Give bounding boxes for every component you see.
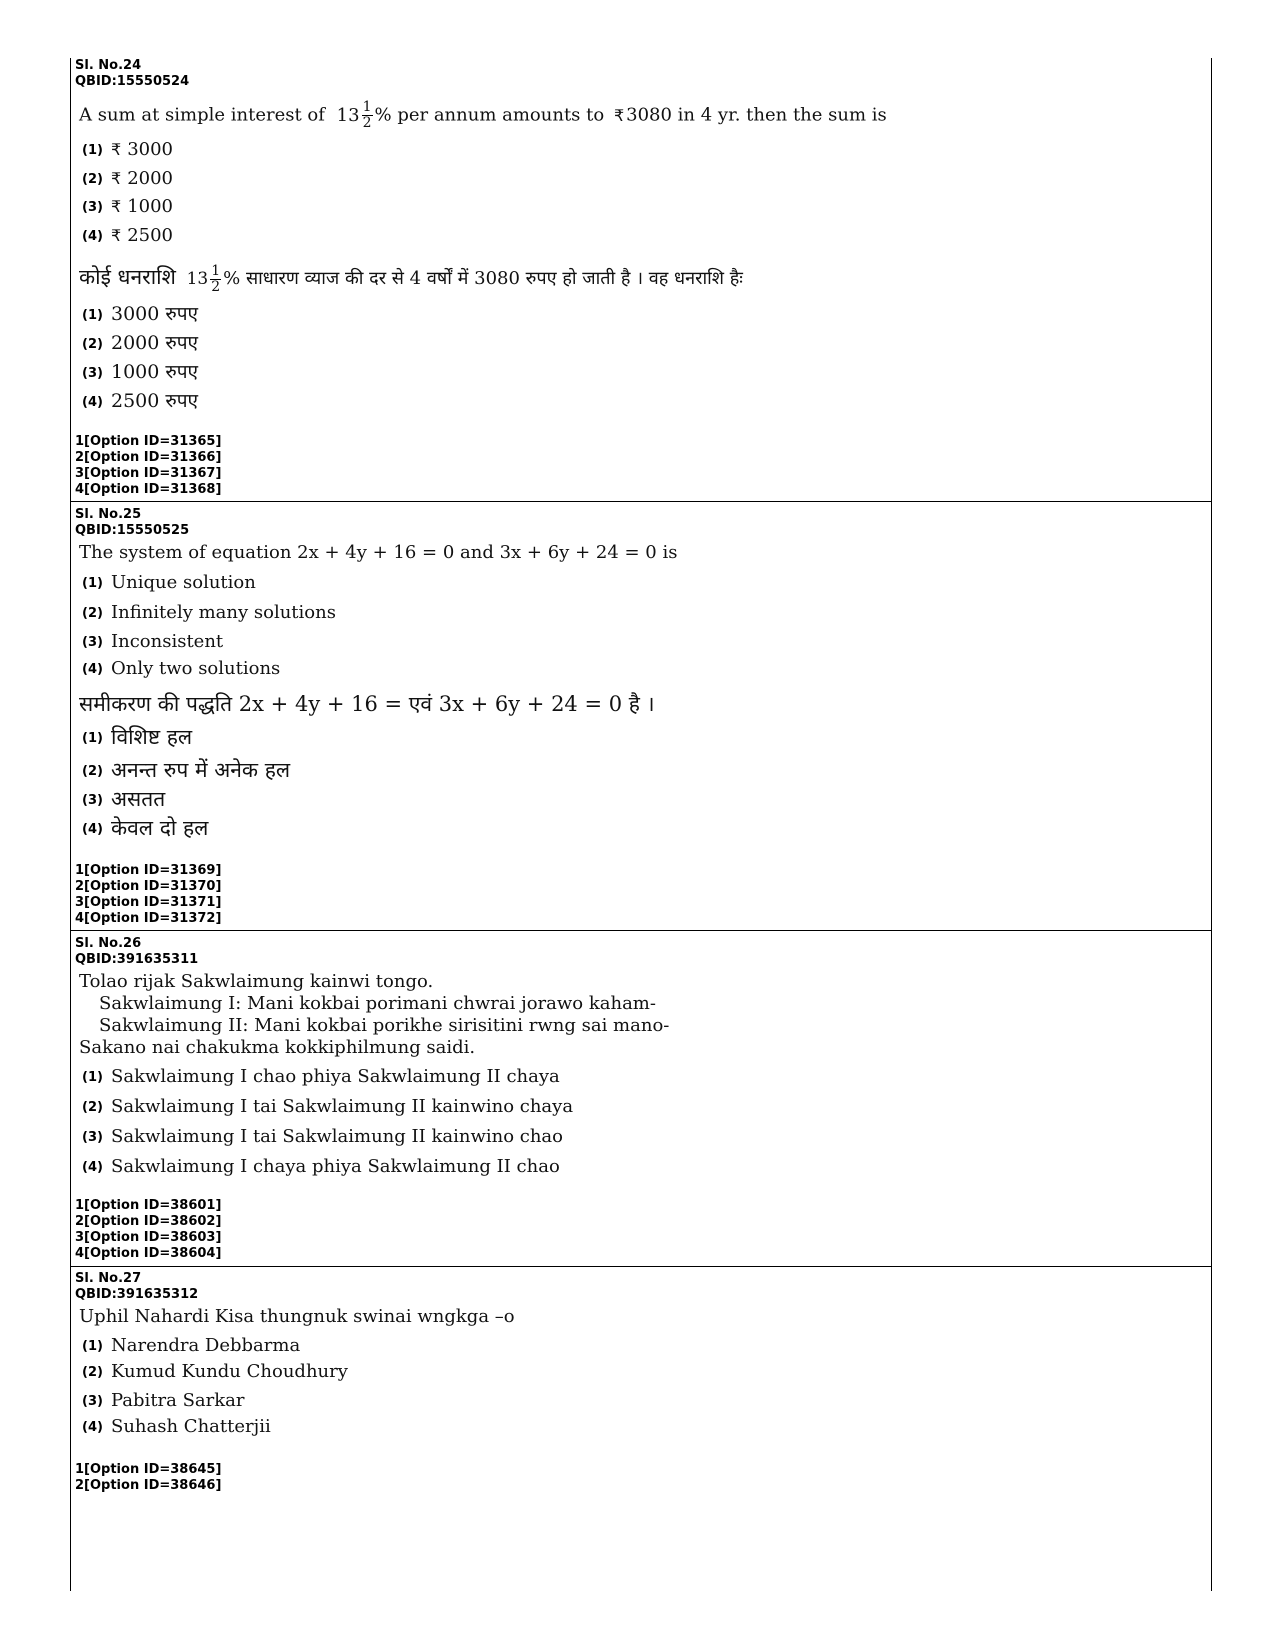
option-value: 2000 [127,168,173,189]
option-id: 3[Option ID=31371] [75,895,222,910]
rupee-icon: ₹ [111,169,122,188]
question-stem-english: The system of equation 2x + 4y + 16 = 0 and 3x + 6y + 24 = 0 is [79,542,678,563]
qbid: QBID:391635311 [75,952,199,967]
rate-value [336,99,375,131]
option-text: 2000 रुपए [111,332,199,354]
option-number: (3) [82,1130,103,1145]
question-stem-line: Tolao rijak Sakwlaimung kainwi tongo. [79,971,434,992]
option-id: 1[Option ID=31365] [75,434,222,449]
stem-text: % per annum amounts to [374,104,605,126]
question-24 [71,58,1211,501]
option-text: Sakwlaimung I tai Sakwlaimung II kainwino chaya [111,1096,574,1117]
option-text: Narendra Debbarma [111,1335,301,1356]
option-number: (4) [82,395,103,410]
option-text: 1000 रुपए [111,361,199,383]
option-number: (2) [82,337,103,352]
option-text: Infinitely many solutions [111,602,336,623]
rate-fraction [210,264,221,295]
option-number: (1) [82,1339,103,1354]
option-text: Only two solutions [111,658,281,679]
option-text: केवल दो हल [111,816,209,840]
option-number: (1) [82,576,103,591]
serial-number: Sl. No.26 [75,936,142,951]
option-text: Sakwlaimung I chaya phiya Sakwlaimung II chao [111,1156,560,1177]
option-text: Sakwlaimung I chao phiya Sakwlaimung II chaya [111,1066,560,1087]
serial-number: Sl. No.25 [75,507,142,522]
rate-value [186,263,224,295]
option-number: (2) [82,1100,103,1115]
option-number: (1) [82,731,103,746]
option-value: 3000 [127,139,173,160]
question-27 [71,1271,1211,1571]
option-id: 3[Option ID=38603] [75,1230,222,1245]
stem-text: % साधारण व्याज की दर से 4 वर्षों में 3080 रुपए हो जाती है । वह धनराशि हैः [223,268,743,289]
option-id: 4[Option ID=31372] [75,911,222,926]
fraction-denominator: 2 [211,279,221,295]
option-id: 1[Option ID=31369] [75,863,222,878]
option-number: (2) [82,606,103,621]
option-text: Kumud Kundu Choudhury [111,1361,348,1382]
question-stem-english: Uphil Nahardi Kisa thungnuk swinai wngkga –o [79,1306,515,1327]
rupee-icon: ₹ [111,226,122,245]
option-number: (1) [82,143,103,158]
question-stem-line: Sakwlaimung II: Mani kokbai porikhe sirisitini rwng sai mano- [99,1015,670,1036]
rate-whole: 13 [336,104,360,126]
option-number: (4) [82,1420,103,1435]
option-number: (3) [82,635,103,650]
option-id: 2[Option ID=38602] [75,1214,222,1229]
stem-text: 3080 in 4 yr. then the sum is [626,104,887,126]
qbid: QBID:15550524 [75,74,190,89]
option-text: Unique solution [111,572,256,593]
question-stem-english [79,100,887,131]
stem-text: कोई धनराशि [79,265,176,289]
option-text: Pabitra Sarkar [111,1390,245,1411]
option-text [111,225,173,247]
option-text [111,139,173,161]
option-text: Inconsistent [111,631,224,652]
option-number: (4) [82,1160,103,1175]
option-id: 2[Option ID=38646] [75,1478,222,1493]
option-number: (3) [82,1394,103,1409]
rate-whole: 13 [186,269,209,289]
question-stem-hindi [79,264,743,295]
option-text: 2500 रुपए [111,390,199,412]
option-text: 3000 रुपए [111,303,199,325]
question-stem-hindi: समीकरण की पद्धति 2x + 4y + 16 = एवं 3x + 6y + 24 = 0 है । [79,692,655,716]
rupee-icon: ₹ [111,197,122,216]
qbid: QBID:391635312 [75,1287,199,1302]
option-id: 2[Option ID=31370] [75,879,222,894]
fraction-denominator: 2 [362,115,372,131]
option-id: 1[Option ID=38601] [75,1198,222,1213]
option-number: (3) [82,793,103,808]
rate-fraction [362,100,373,131]
question-stem-line: Sakwlaimung I: Mani kokbai porimani chwrai jorawo kaham- [99,993,656,1014]
option-number: (4) [82,229,103,244]
option-number: (2) [82,764,103,779]
option-value: 1000 [127,196,173,217]
serial-number: Sl. No.24 [75,58,142,73]
option-id: 4[Option ID=31368] [75,482,222,497]
question-divider [71,930,1211,931]
option-number: (4) [82,662,103,677]
stem-text: A sum at simple interest of [79,104,325,126]
rupee-icon: ₹ [613,105,625,125]
option-text [111,168,173,190]
serial-number: Sl. No.27 [75,1271,142,1286]
option-id: 1[Option ID=38645] [75,1462,222,1477]
option-text: विशिष्ट हल [111,725,193,749]
option-text: Suhash Chatterjii [111,1416,271,1437]
option-number: (1) [82,308,103,323]
fraction-numerator: 1 [362,99,372,115]
option-text: अनन्त रुप में अनेक हल [111,758,291,782]
option-text: Sakwlaimung I tai Sakwlaimung II kainwino chao [111,1126,564,1147]
option-id: 2[Option ID=31366] [75,450,222,465]
rupee-icon: ₹ [111,140,122,159]
option-value: 2500 [127,225,173,246]
fraction-numerator: 1 [211,263,221,279]
option-id: 4[Option ID=38604] [75,1246,222,1261]
option-number: (1) [82,1070,103,1085]
option-number: (2) [82,172,103,187]
option-number: (2) [82,1365,103,1380]
option-id: 3[Option ID=31367] [75,466,222,481]
question-25 [71,507,1211,930]
option-text: असतत [111,787,166,811]
question-stem-line: Sakano nai chakukma kokkiphilmung saidi. [79,1037,476,1058]
qbid: QBID:15550525 [75,523,190,538]
option-text [111,196,173,218]
question-26 [71,936,1211,1266]
option-number: (3) [82,200,103,215]
option-number: (3) [82,366,103,381]
question-divider [71,501,1211,502]
question-divider [71,1266,1211,1267]
option-number: (4) [82,822,103,837]
question-paper-sheet [70,58,1212,1591]
